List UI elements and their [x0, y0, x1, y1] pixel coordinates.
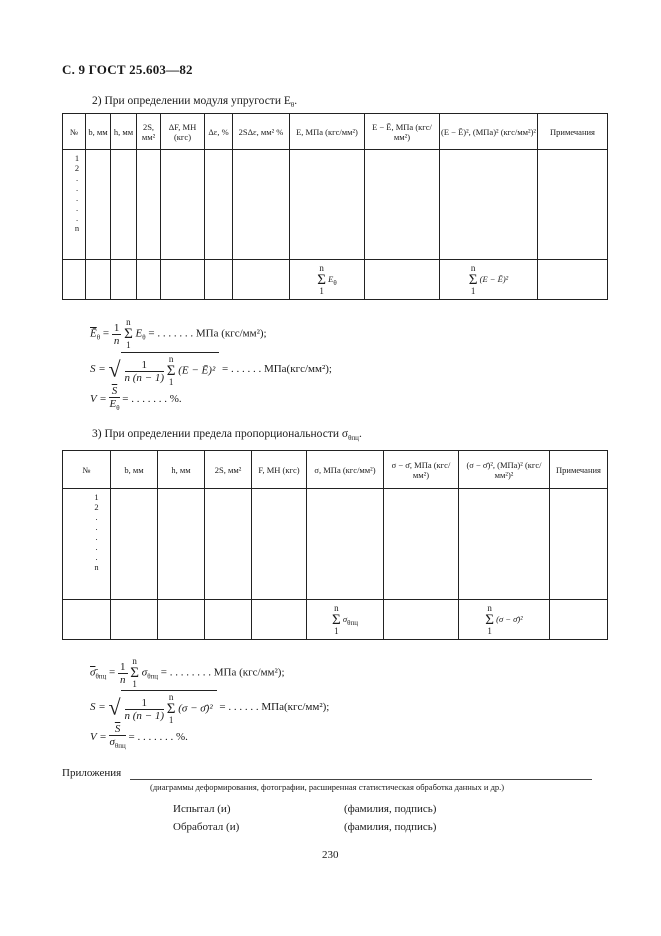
sum-cell-e-squared: n Σ 1 (E − Ē)² [440, 260, 538, 300]
col-header: № [63, 451, 111, 489]
table-body-row [63, 150, 608, 260]
col-header: Δε, % [205, 114, 233, 150]
sum-cell-e: n Σ 1 $E_\theta$ [290, 260, 365, 300]
empty-cell [365, 260, 440, 300]
empty-cell [550, 489, 608, 600]
col-header: h, мм [158, 451, 205, 489]
row-label: . [75, 203, 79, 213]
empty-cell [252, 600, 307, 640]
empty-cell [252, 489, 307, 600]
col-header: Примечания [550, 451, 608, 489]
empty-cell [538, 260, 608, 300]
col-header: F, МН (кгс) [252, 451, 307, 489]
empty-cell [440, 150, 538, 260]
empty-cell [111, 489, 158, 600]
sigma-sum: n Σ 1 [468, 262, 478, 296]
appendix-note: (диаграммы деформирования, фотографии, расширенная статистическая обработка данных и др.) [150, 782, 505, 792]
col-header: 2S, мм² [137, 114, 161, 150]
empty-cell [290, 150, 365, 260]
sigma-sum: n Σ 1 [485, 602, 494, 636]
empty-cell [307, 489, 384, 600]
empty-cell [161, 150, 205, 260]
row-label: . [95, 512, 98, 522]
col-header: h, мм [111, 114, 137, 150]
table-body-row [63, 489, 608, 600]
page-header: С. 9 ГОСТ 25.603—82 [62, 62, 193, 77]
empty-cell [538, 150, 608, 260]
row-label: . [95, 522, 98, 532]
empty-cell [63, 260, 86, 300]
signature-fill-tested: (фамилия, подпись) [344, 803, 437, 815]
formula-mean-e: $\overline{Ē}_\theta$ = $\frac{1}{n}$ n Σ 1 $E_\theta$ = . . . . . . . МПа (кгс/мм²); [90, 317, 267, 350]
col-header: ΔF, МН (кгс) [161, 114, 205, 150]
formula-mean-sigma: $\sigmā_{\theta пц}$ = $\frac{1}{n}$ n Σ 1 $\sigma_{\theta пц}$ = . . . . . . . . МПа (кгс/мм²); [90, 656, 285, 689]
appendix-label: Приложения [62, 767, 122, 779]
empty-cell [86, 150, 111, 260]
row-label: . [75, 213, 79, 223]
col-header: Примечания [538, 114, 608, 150]
row-label: n [94, 562, 99, 572]
page-number: 230 [322, 849, 339, 861]
col-header: σ − σ̄, МПа (кгс/мм²) [384, 451, 459, 489]
signature-role-tested: Испытал (и) [173, 803, 231, 815]
sigma-sum: n Σ 1 [332, 602, 341, 636]
row-label: . [75, 193, 79, 203]
col-header: 2SΔε, мм² % [233, 114, 290, 150]
empty-cell [86, 260, 111, 300]
empty-cell [205, 150, 233, 260]
table-modulus [62, 113, 608, 300]
col-header: № [63, 114, 86, 150]
empty-cell [161, 260, 205, 300]
section2-title: 2) При определении модуля упругости $E_\theta$. [92, 95, 298, 109]
row-label: . [75, 183, 79, 193]
empty-cell [550, 600, 608, 640]
table-header-row [63, 114, 608, 150]
row-label: . [95, 542, 98, 552]
col-header: 2S, мм² [205, 451, 252, 489]
appendix-fill-line [130, 779, 592, 780]
row-label: 2 [94, 502, 99, 512]
formula-variation-e: V = $\frac{\overline{S}}{E_\theta}$ = . . . . . . . %. [90, 385, 182, 412]
row-label: 1 [94, 492, 99, 502]
empty-cell [137, 260, 161, 300]
empty-cell [137, 150, 161, 260]
empty-cell [111, 260, 137, 300]
sum-cell-sigma: n Σ 1 $\sigma_{\theta пц}$ [307, 600, 384, 640]
row-label: . [75, 173, 79, 183]
empty-cell [205, 600, 252, 640]
formula-variation-sigma: V = $\frac{\overline{S}}{\sigma_{\theta пц}}$ = . . . . . . . %. [90, 723, 188, 750]
row-label: . [95, 532, 98, 542]
empty-cell [233, 150, 290, 260]
col-header: E − Ē, МПа (кгс/мм²) [365, 114, 440, 150]
row-label: 2 [74, 163, 80, 173]
empty-cell [384, 600, 459, 640]
table-sum-row [63, 260, 608, 300]
section3-title-text: 3) При определении предела пропорциональности σ [92, 428, 349, 440]
section2-title-text: 2) При определении модуля упругости E [92, 95, 291, 107]
row-label: 1 [74, 153, 80, 163]
table-proportionality [62, 450, 608, 640]
signature-role-processed: Обработал (и) [173, 821, 240, 833]
section2-title-sub: θ [290, 101, 295, 109]
empty-cell [158, 489, 205, 600]
formula-std-sigma: S = √ $\frac{1}{n (n - 1)}$ n Σ 1 (σ − σ̄)² = . . . . . . МПа(кгс/мм²); [90, 692, 330, 725]
row-label: n [74, 223, 80, 233]
table-header-row [63, 451, 608, 489]
empty-cell [111, 150, 137, 260]
empty-cell [205, 489, 252, 600]
section3-title-sub: θпц [348, 434, 359, 442]
row-labels [63, 489, 111, 600]
col-header: (E − Ē)², (МПа)² (кгс/мм²)² [440, 114, 538, 150]
section3-title: 3) При определении предела пропорциональности $\sigma_{\theta пц}$. [92, 428, 362, 442]
empty-cell [459, 489, 550, 600]
col-header: σ, МПа (кгс/мм²) [307, 451, 384, 489]
col-header: b, мм [111, 451, 158, 489]
signature-fill-processed: (фамилия, подпись) [344, 821, 437, 833]
row-label: . [95, 552, 98, 562]
empty-cell [158, 600, 205, 640]
empty-cell [365, 150, 440, 260]
empty-cell [384, 489, 459, 600]
sum-cell-sigma-squared: n Σ 1 (σ − σ̄)² [459, 600, 550, 640]
row-labels [63, 150, 86, 260]
empty-cell [205, 260, 233, 300]
formula-std-e: S = √ $\frac{1}{n (n - 1)}$ n Σ 1 (E − Ē)² = . . . . . . МПа(кгс/мм²); [90, 354, 332, 387]
col-header: b, мм [86, 114, 111, 150]
empty-cell [233, 260, 290, 300]
empty-cell [63, 600, 111, 640]
col-header: E, МПа (кгс/мм²) [290, 114, 365, 150]
empty-cell [111, 600, 158, 640]
col-header: (σ − σ̄)², (МПа)² (кгс/мм²)² [459, 451, 550, 489]
table-sum-row [63, 600, 608, 640]
sigma-sum: n Σ 1 [317, 262, 327, 296]
